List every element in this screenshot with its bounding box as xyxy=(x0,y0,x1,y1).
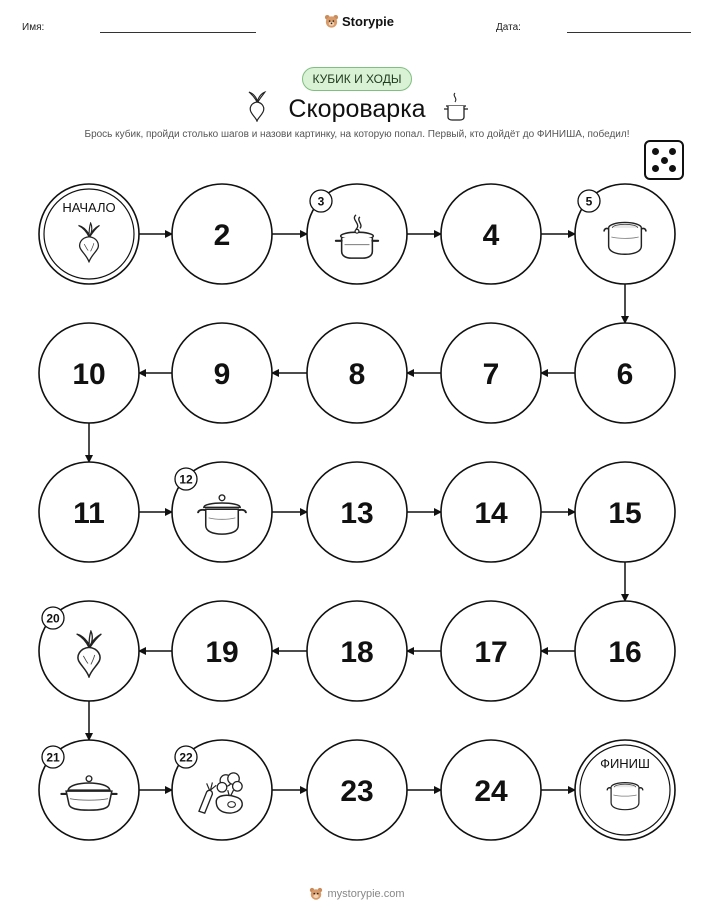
cell-number: 22 xyxy=(179,750,193,765)
board-cell[interactable] xyxy=(172,601,272,701)
cell-number: 17 xyxy=(474,636,508,669)
board-cell[interactable] xyxy=(39,601,139,701)
cell-number: 24 xyxy=(474,775,508,808)
cell-number: 16 xyxy=(608,636,642,669)
cell-number: 13 xyxy=(340,497,374,530)
game-type-badge: КУБИК И ХОДЫ xyxy=(302,67,412,91)
cell-number: 19 xyxy=(205,636,239,669)
cell-number: 21 xyxy=(46,750,60,765)
cell-number: 2 xyxy=(213,219,231,252)
board-cell[interactable] xyxy=(39,323,139,423)
board-cell[interactable] xyxy=(575,601,675,701)
cell-number: 6 xyxy=(616,358,634,391)
cell-number: 11 xyxy=(73,497,105,530)
board-cell[interactable] xyxy=(441,462,541,562)
cell-number: 10 xyxy=(72,358,106,391)
board-cell[interactable] xyxy=(441,184,541,284)
cell-label: НАЧАЛО xyxy=(62,200,116,215)
soup-pot-icon xyxy=(604,222,646,254)
board-cell[interactable] xyxy=(575,323,675,423)
board-cell[interactable] xyxy=(575,184,675,284)
board-cell[interactable] xyxy=(307,740,407,840)
board-cell[interactable] xyxy=(441,601,541,701)
board-cell[interactable] xyxy=(441,323,541,423)
bear-logo-icon xyxy=(309,887,323,901)
soup-pot-icon xyxy=(607,783,643,810)
cell-label: ФИНИШ xyxy=(600,756,650,771)
page-title: Скороварка xyxy=(288,95,426,123)
board-cell[interactable] xyxy=(441,740,541,840)
cell-number: 3 xyxy=(317,194,325,209)
board-cell[interactable] xyxy=(307,462,407,562)
board-cell[interactable] xyxy=(39,740,139,840)
board-cell[interactable] xyxy=(307,601,407,701)
board-cell[interactable] xyxy=(172,184,272,284)
date-label: Дата: xyxy=(496,22,521,33)
cell-number: 8 xyxy=(348,358,366,391)
footer xyxy=(0,887,714,901)
cell-number: 5 xyxy=(585,194,593,209)
start-cell[interactable] xyxy=(39,184,139,284)
cell-number: 20 xyxy=(46,611,60,626)
board-cell[interactable] xyxy=(307,184,407,284)
brand-name: Storypie xyxy=(342,14,395,29)
board-cell[interactable] xyxy=(575,462,675,562)
cell-number: 18 xyxy=(340,636,374,669)
footer-url[interactable]: mystorypie.com xyxy=(327,888,405,900)
name-label: Имя: xyxy=(22,22,45,33)
instructions: Брось кубик, пройди столько шагов и назови картинку, на которую попал. Первый, кто дойдёт до ФИНИША, победил! xyxy=(84,129,630,140)
cell-number: 12 xyxy=(179,472,193,487)
finish-cell[interactable] xyxy=(575,740,675,840)
cell-number: 9 xyxy=(213,358,231,391)
board-cell[interactable] xyxy=(172,462,272,562)
cell-number: 7 xyxy=(482,358,500,391)
board-cell[interactable] xyxy=(307,323,407,423)
cell-number: 15 xyxy=(608,497,642,530)
board-cell[interactable] xyxy=(39,462,139,562)
board-cell[interactable] xyxy=(172,323,272,423)
cell-number: 4 xyxy=(482,219,500,252)
cell-number: 14 xyxy=(474,497,508,530)
cell-number: 23 xyxy=(340,775,374,808)
board-cell[interactable] xyxy=(172,740,272,840)
